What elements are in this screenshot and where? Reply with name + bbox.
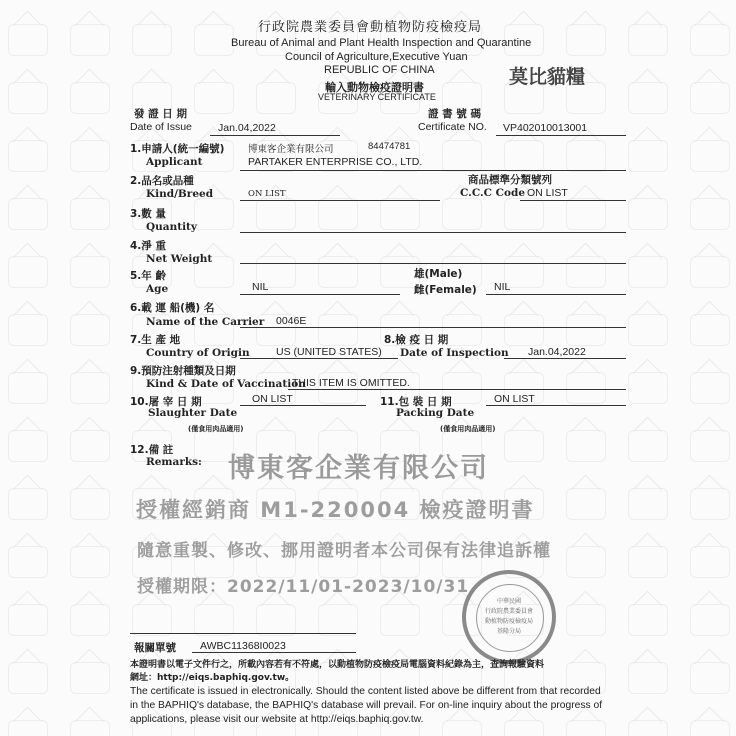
watermark-tile: [566, 140, 606, 172]
applicant-id: 84474781: [368, 141, 411, 152]
watermark-tile: [70, 256, 110, 288]
brand-tag: 莫比貓糧: [509, 66, 586, 88]
watermark-tile: [566, 430, 606, 462]
seal-line-2: 行政院農業委員會: [484, 608, 533, 615]
packing-label-en: Packing Date: [396, 407, 475, 419]
watermark-tile: [256, 82, 296, 114]
seal-line-1: 中華民國: [496, 598, 521, 605]
certificate-title-zh: 輸入動物檢疫證明書: [325, 81, 424, 94]
seal-line-4: 基隆分局: [496, 628, 521, 635]
certificate-no-label-zh: 證 書 號 碼: [428, 108, 481, 120]
watermark-tile: [70, 82, 110, 114]
remarks-label-en: Remarks:: [146, 456, 202, 468]
watermark-tile: [132, 24, 172, 56]
watermark-tile: [628, 720, 668, 736]
age-value: NIL: [252, 281, 269, 293]
origin-value: US (UNITED STATES): [276, 346, 382, 358]
watermark-tile: [690, 256, 730, 288]
inspection-value: Jan.04,2022: [528, 346, 586, 358]
watermark-tile: [70, 430, 110, 462]
certificate-no-label-en: Certificate NO.: [418, 121, 487, 133]
watermark-tile: [628, 430, 668, 462]
footer-note-zh-2: 網址：http://eiqs.baphiq.gov.tw。: [130, 673, 295, 683]
watermark-tile: [70, 24, 110, 56]
kind-value: ON LIST: [248, 189, 286, 199]
slaughter-label-en: Slaughter Date: [148, 407, 238, 419]
overlay-dealer: 授權經銷商 M1-220004 檢疫證明書: [136, 498, 535, 522]
watermark-tile: [8, 24, 48, 56]
watermark-tile: [566, 488, 606, 520]
watermark-tile: [690, 488, 730, 520]
watermark-tile: [380, 604, 420, 636]
watermark-tile: [504, 430, 544, 462]
watermark-tile: [8, 140, 48, 172]
watermark-tile: [690, 720, 730, 736]
weight-label-zh: 4.淨 重: [130, 240, 166, 252]
watermark-tile: [504, 720, 544, 736]
watermark-tile: [8, 720, 48, 736]
watermark-tile: [566, 372, 606, 404]
kind-label-zh: 2.品名或品種: [130, 175, 194, 187]
footer-note-en-2: in the BAPHIQ's database, the BAPHIQ's database will prevail. For on-line inquiry about the progress of: [130, 700, 603, 711]
watermark-tile: [690, 430, 730, 462]
watermark-tile: [504, 140, 544, 172]
watermark-tile: [504, 198, 544, 230]
agency-title-en: Bureau of Animal and Plant Health Inspection and Quarantine: [231, 37, 532, 49]
watermark-tile: [194, 24, 234, 56]
packing-value: ON LIST: [494, 393, 535, 405]
watermark-tile: [628, 662, 668, 694]
issue-date-value: Jan.04,2022: [218, 122, 276, 134]
watermark-tile: [8, 662, 48, 694]
origin-label-en: Country of Origin: [146, 347, 250, 359]
watermark-tile: [690, 198, 730, 230]
watermark-tile: [194, 604, 234, 636]
watermark-tile: [70, 604, 110, 636]
carrier-label-en: Name of the Carrier: [146, 316, 265, 328]
watermark-tile: [566, 314, 606, 346]
watermark-tile: [628, 256, 668, 288]
packing-note: (僅食用肉品適用): [440, 425, 496, 433]
slaughter-label-zh: 10.屠 宰 日 期: [130, 396, 202, 408]
seal-line-3: 動植物防疫檢疫局: [484, 618, 533, 625]
certificate-title-en: VETERINARY CERTIFICATE: [318, 92, 436, 102]
packing-label-zh: 11.包 裝 日 期: [380, 396, 452, 408]
issue-date-label-en: Date of Issue: [130, 121, 192, 133]
watermark-tile: [566, 198, 606, 230]
applicant-label-en: Applicant: [146, 156, 203, 168]
watermark-tile: [504, 314, 544, 346]
overlay-period: 授權期限：2022/11/01-2023/10/31: [137, 577, 470, 597]
quantity-label-en: Quantity: [146, 221, 198, 233]
watermark-tile: [690, 140, 730, 172]
watermark-tile: [380, 198, 420, 230]
watermark-tile: [566, 256, 606, 288]
watermark-tile: [628, 488, 668, 520]
overlay-warning: 隨意重製、修改、挪用證明者本公司保有法律追訴權: [137, 541, 551, 561]
watermark-tile: [194, 198, 234, 230]
watermark-tile: [566, 604, 606, 636]
age-label-en: Age: [146, 283, 169, 295]
carrier-label-zh: 6.載 運 船(機) 名: [130, 302, 215, 314]
watermark-tile: [8, 198, 48, 230]
applicant-name-zh: 博東客企業有限公司: [248, 144, 334, 155]
watermark-tile: [8, 488, 48, 520]
watermark-tile: [442, 140, 482, 172]
quantity-label-zh: 3.數 量: [130, 208, 166, 220]
council-title-en: Council of Agriculture,Executive Yuan: [285, 51, 468, 63]
inspection-label-zh: 8.檢 疫 日 期: [384, 334, 449, 346]
watermark-tile: [318, 604, 358, 636]
sex-value: NIL: [494, 281, 511, 293]
report-no-label: 報關單號: [134, 642, 176, 654]
inspection-label-en: Date of Inspection: [400, 347, 509, 359]
female-label: 雌(Female): [414, 284, 477, 296]
watermark-tile: [8, 82, 48, 114]
watermark-tile: [8, 604, 48, 636]
issue-date-label-zh: 發 證 日 期: [134, 108, 187, 120]
ccc-label-zh: 商品標準分類號列: [468, 174, 552, 186]
watermark-tile: [690, 314, 730, 346]
kind-label-en: Kind/Breed: [146, 188, 214, 200]
vaccination-label-en: Kind & Date of Vaccination: [146, 378, 306, 390]
watermark-tile: [70, 720, 110, 736]
footer-note-en-3: applications, please visit our website at http://eiqs.baphiq.gov.tw.: [130, 714, 424, 725]
watermark-tile: [628, 24, 668, 56]
watermark-tile: [8, 314, 48, 346]
remarks-label-zh: 12.備 註: [130, 444, 174, 456]
watermark-tile: [690, 82, 730, 114]
slaughter-value: ON LIST: [252, 393, 293, 405]
vaccination-label-zh: 9.預防注射種類及日期: [130, 365, 236, 377]
watermark-tile: [8, 256, 48, 288]
age-label-zh: 5.年 齡: [130, 270, 166, 282]
certificate-no-value: VP402010013001: [503, 122, 588, 134]
watermark-tile: [442, 720, 482, 736]
watermark-tile: [566, 546, 606, 578]
watermark-tile: [70, 198, 110, 230]
watermark-tile: [70, 314, 110, 346]
watermark-tile: [690, 662, 730, 694]
watermark-tile: [132, 604, 172, 636]
slaughter-note: (僅食用肉品適用): [188, 425, 244, 433]
watermark-tile: [8, 546, 48, 578]
watermark-tile: [8, 430, 48, 462]
watermark-tile: [566, 720, 606, 736]
vaccination-value: THIS ITEM IS OMITTED.: [292, 377, 410, 389]
watermark-tile: [628, 372, 668, 404]
male-label: 雄(Male): [414, 268, 463, 280]
watermark-tile: [70, 372, 110, 404]
official-seal: [462, 570, 556, 664]
watermark-tile: [70, 140, 110, 172]
watermark-tile: [690, 24, 730, 56]
watermark-tile: [628, 140, 668, 172]
ccc-label-en: C.C.C Code: [460, 187, 526, 199]
footer-note-en-1: The certificate is issued in electronically. Should the content listed above be different from that recorded: [130, 686, 601, 697]
watermark-tile: [628, 314, 668, 346]
watermark-tile: [70, 662, 110, 694]
watermark-tile: [690, 372, 730, 404]
applicant-label-zh: 1.申請人(統一編號): [130, 143, 225, 155]
watermark-tile: [628, 198, 668, 230]
agency-title-zh: 行政院農業委員會動植物防疫檢疫局: [258, 20, 483, 35]
footer-note-zh-1: 本證明書以電子文件行之，所載內容若有不符處，以動植物防疫檢疫局電腦資料紀錄為主，查詢報驗資料: [130, 660, 545, 670]
watermark-tile: [318, 314, 358, 346]
weight-label-en: Net Weight: [146, 253, 213, 265]
watermark-tile: [442, 198, 482, 230]
watermark-tile: [8, 372, 48, 404]
watermark-tile: [690, 604, 730, 636]
watermark-tile: [256, 604, 296, 636]
watermark-tile: [628, 604, 668, 636]
watermark-tile: [70, 546, 110, 578]
watermark-tile: [566, 24, 606, 56]
origin-label-zh: 7.生 產 地: [130, 334, 181, 346]
watermark-tile: [70, 488, 110, 520]
ccc-value: ON LIST: [527, 187, 568, 199]
overlay-company: 博東客企業有限公司: [228, 453, 489, 484]
watermark-tile: [194, 82, 234, 114]
watermark-tile: [628, 82, 668, 114]
watermark-tile: [318, 198, 358, 230]
applicant-name-en: PARTAKER ENTERPRISE CO., LTD.: [248, 156, 423, 168]
watermark-tile: [318, 256, 358, 288]
carrier-value: 0046E: [276, 315, 307, 327]
watermark-tile: [690, 546, 730, 578]
country-title: REPUBLIC OF CHINA: [324, 64, 435, 76]
watermark-tile: [256, 198, 296, 230]
watermark-tile: [628, 546, 668, 578]
report-no-value: AWBC11368I0023: [200, 640, 286, 652]
